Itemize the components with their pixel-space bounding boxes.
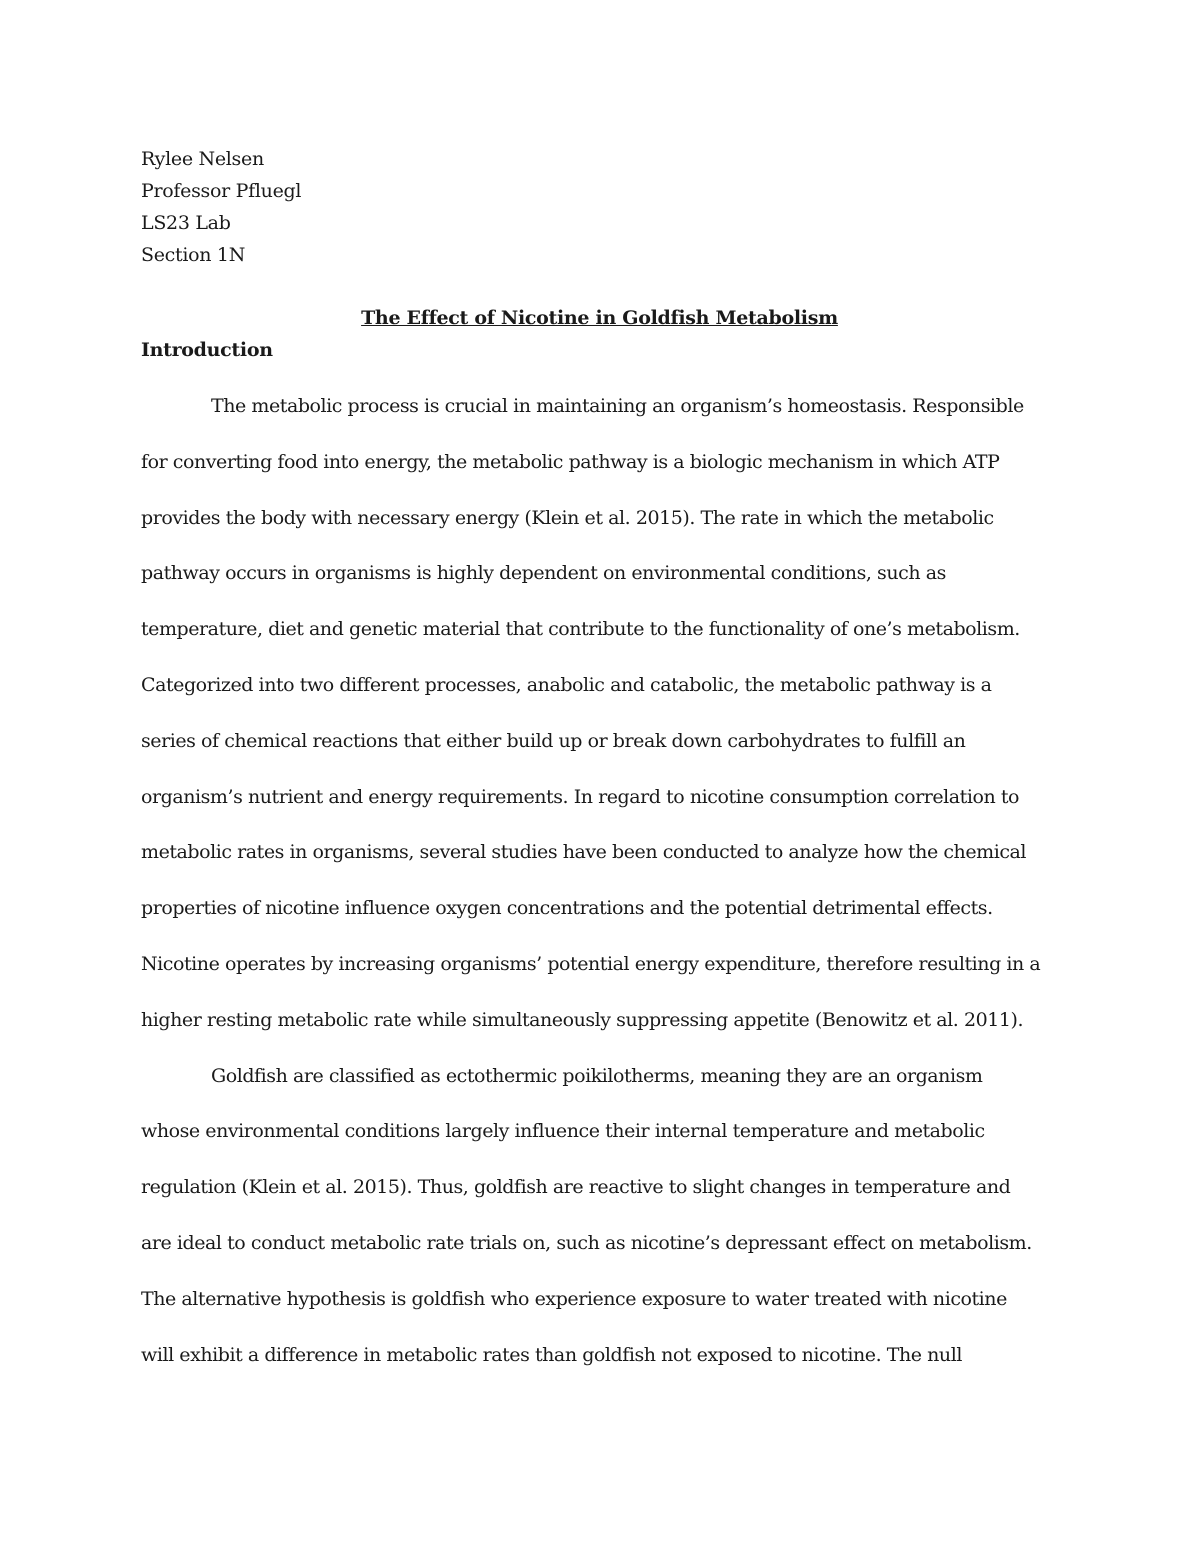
paragraph-line: will exhibit a difference in metabolic rates than goldfish not exposed to nicotine. The null <box>141 1343 962 1366</box>
paragraph-line: organism’s nutrient and energy requirements. In regard to nicotine consumption correlation to <box>141 785 1020 808</box>
paragraph-line: provides the body with necessary energy (Klein et al. 2015). The rate in which the metabolic <box>141 506 994 529</box>
paragraph-line: are ideal to conduct metabolic rate trials on, such as nicotine’s depressant effect on metabolism. <box>141 1231 1032 1254</box>
paragraph-line: pathway occurs in organisms is highly dependent on environmental conditions, such as <box>141 562 946 585</box>
professor-name: Professor Pfluegl <box>141 180 302 202</box>
paragraph-line: Goldfish are classified as ectothermic poikilotherms, meaning they are an organism <box>211 1064 983 1087</box>
paragraph-line: properties of nicotine influence oxygen concentrations and the potential detrimental effects. <box>141 897 993 920</box>
paragraph-line: The alternative hypothesis is goldfish who experience exposure to water treated with nicotine <box>141 1287 1007 1310</box>
author-name: Rylee Nelsen <box>141 148 264 170</box>
paragraph-line: higher resting metabolic rate while simultaneously suppressing appetite (Benowitz et al. 2011). <box>141 1008 1024 1031</box>
section-label: Section 1N <box>141 244 246 266</box>
paragraph-line: whose environmental conditions largely influence their internal temperature and metabolic <box>141 1120 985 1143</box>
paragraph-line: The metabolic process is crucial in maintaining an organism’s homeostasis. Responsible <box>211 395 1024 417</box>
paragraph-line: metabolic rates in organisms, several studies have been conducted to analyze how the chemical <box>141 841 1027 864</box>
course-name: LS23 Lab <box>141 212 231 234</box>
header-block <box>141 143 741 271</box>
paragraph-line: for converting food into energy, the metabolic pathway is a biologic mechanism in which ATP <box>141 450 1000 473</box>
paragraph-line: Categorized into two different processes, anabolic and catabolic, the metabolic pathway is a <box>141 673 992 696</box>
paragraph-line: regulation (Klein et al. 2015). Thus, goldfish are reactive to slight changes in temperature and <box>141 1176 1011 1199</box>
paragraph-line: series of chemical reactions that either build up or break down carbohydrates to fulfill an <box>141 729 966 752</box>
paragraph-line: temperature, diet and genetic material that contribute to the functionality of one’s metabolism. <box>141 618 1020 641</box>
document-title: The Effect of Nicotine in Goldfish Metabolism <box>361 307 838 329</box>
introduction-heading: Introduction <box>141 339 273 361</box>
paragraph-line: Nicotine operates by increasing organisms’ potential energy expenditure, therefore resulting in a <box>141 952 1041 975</box>
introduction-body <box>141 392 1061 1396</box>
